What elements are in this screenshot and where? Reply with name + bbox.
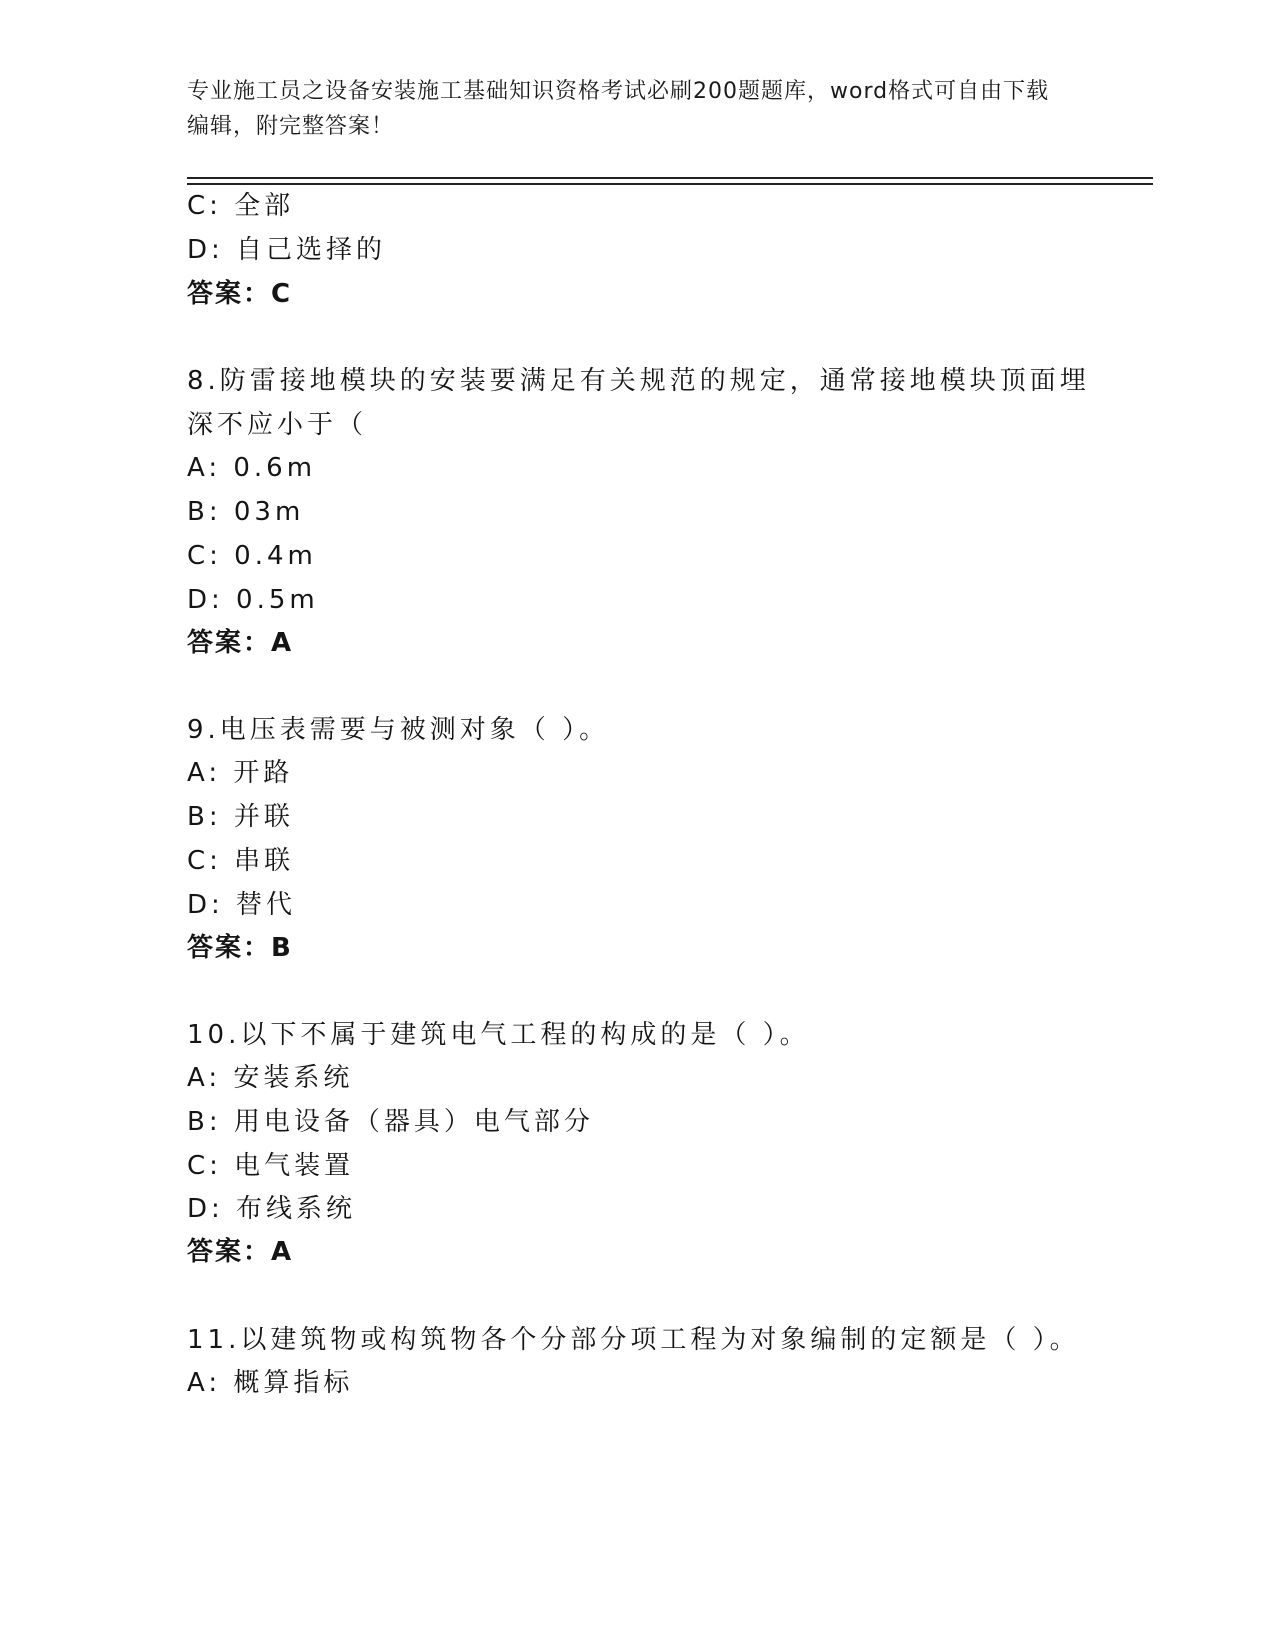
option-c: C: 电气装置 (187, 1151, 355, 1181)
answer-line: 答案：B (187, 933, 293, 963)
option-d: D: 0.5m (187, 585, 319, 615)
header-divider-bottom (187, 183, 1153, 185)
question-stem: 9.电压表需要与被测对象（ ）。 (187, 715, 610, 745)
option-d: D: 自己选择的 (187, 235, 387, 265)
option-d: D: 布线系统 (187, 1194, 357, 1224)
answer-line: 答案：A (187, 628, 294, 658)
option-c: C: 0.4m (187, 541, 317, 571)
option-b: B: 03m (187, 497, 305, 527)
option-a: A: 0.6m (187, 453, 317, 483)
option-b: B: 并联 (187, 802, 294, 832)
option-d: D: 替代 (187, 890, 297, 920)
option-a: A: 概算指标 (187, 1368, 354, 1398)
question-stem: 10.以下不属于建筑电气工程的构成的是（ ）。 (187, 1020, 810, 1050)
document-header: 专业施工员之设备安装施工基础知识资格考试必刷200题题库，word格式可自由下载编辑，附完整答案！ (187, 79, 1050, 139)
answer-line: 答案：A (187, 1237, 294, 1267)
option-a: A: 开路 (187, 758, 294, 788)
header-divider-top (187, 177, 1153, 179)
option-a: A: 安装系统 (187, 1063, 354, 1093)
answer-line: 答案：C (187, 279, 293, 309)
option-c: C: 串联 (187, 846, 295, 876)
question-stem: 深不应小于（ (187, 410, 368, 440)
option-c: C: 全部 (187, 191, 295, 221)
option-b: B: 用电设备（器具）电气部分 (187, 1107, 594, 1137)
question-stem: 11.以建筑物或构筑物各个分部分项工程为对象编制的定额是（ ）。 (187, 1325, 1080, 1355)
question-stem: 8.防雷接地模块的安装要满足有关规范的规定，通常接地模块顶面埋 (187, 366, 1090, 396)
